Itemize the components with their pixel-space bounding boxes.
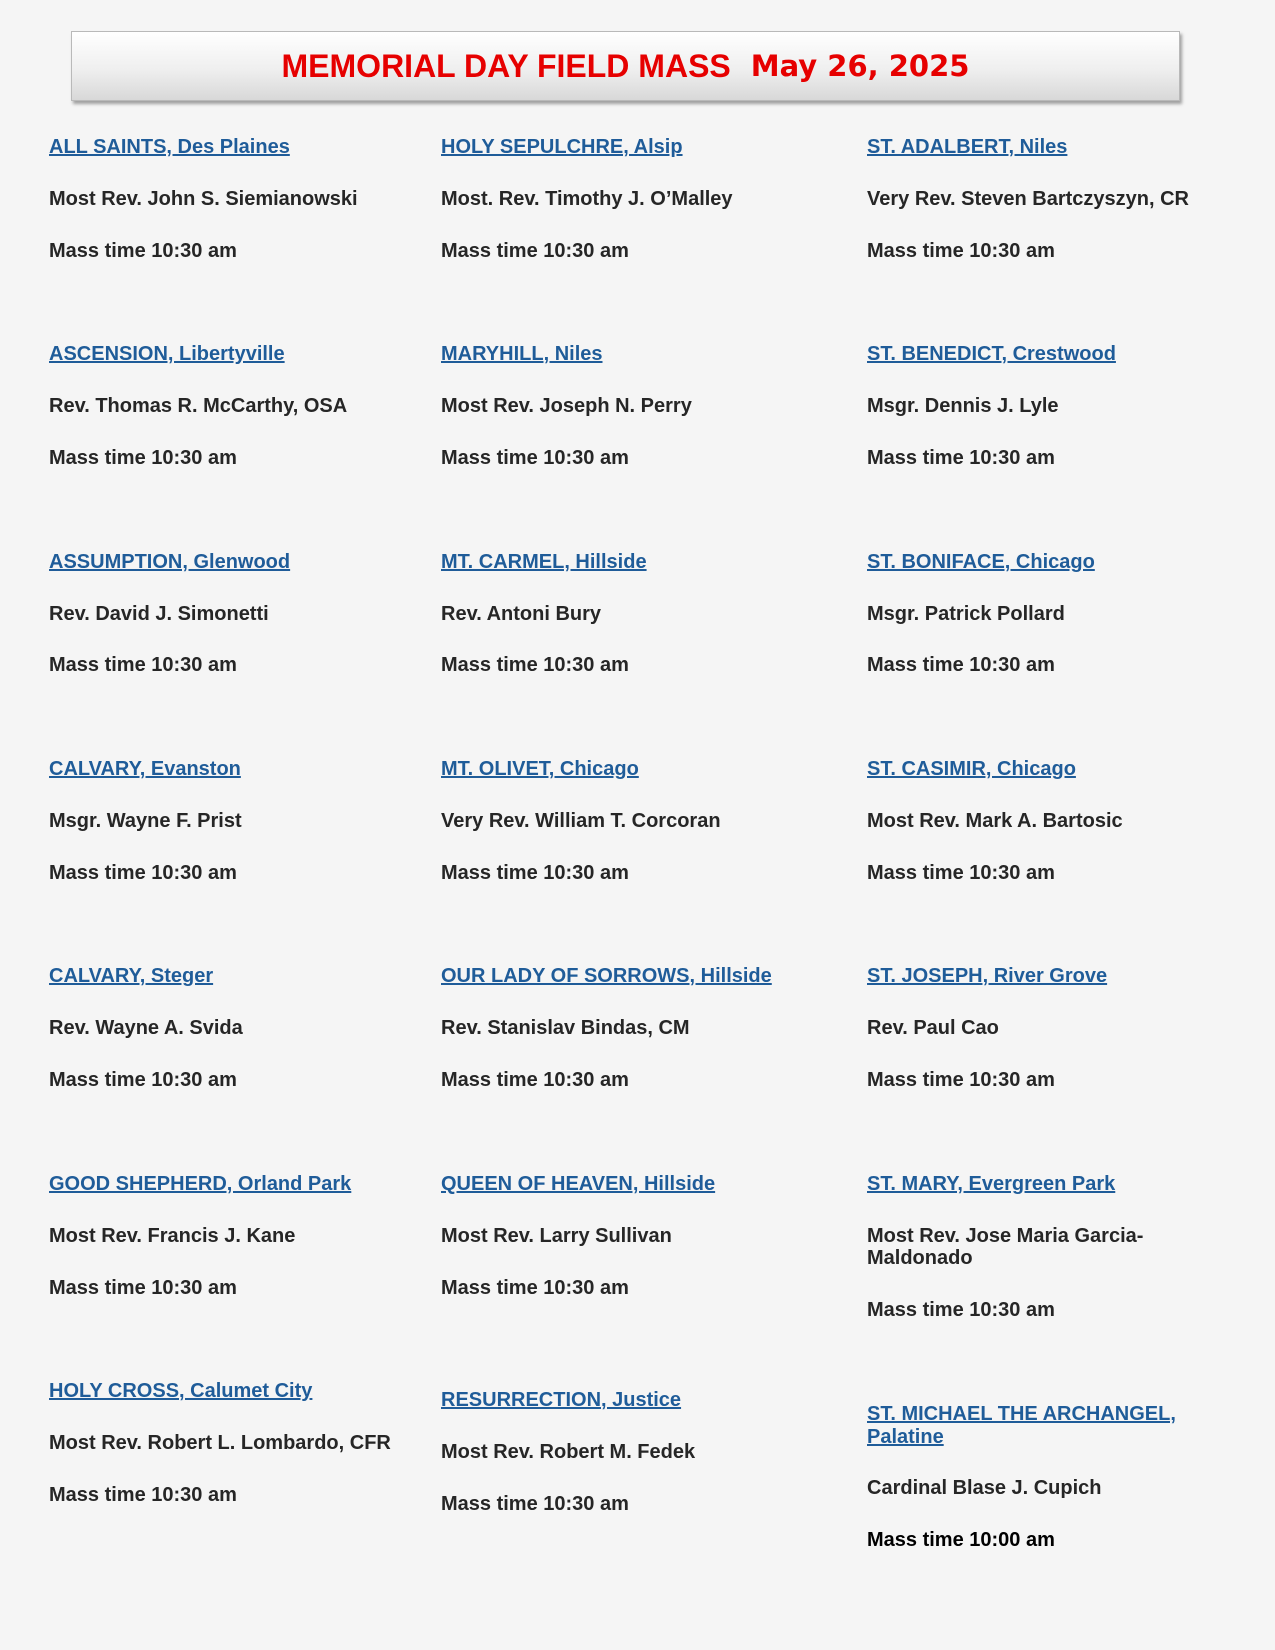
cemetery-entry (867, 551, 1227, 676)
celebrant: Msgr. Dennis J. Lyle (867, 395, 1059, 417)
cemetery-link[interactable]: ST. BENEDICT, Crestwood (867, 343, 1116, 365)
celebrant: Rev. Paul Cao (867, 1017, 999, 1039)
cemetery-entry (49, 1173, 419, 1299)
cemetery-entry (441, 965, 851, 1091)
cemetery-link[interactable]: HOLY SEPULCHRE, Alsip (441, 136, 683, 158)
cemetery-entry (49, 758, 419, 884)
cemetery-link[interactable]: ST. MICHAEL THE ARCHANGEL, Palatine (867, 1403, 1176, 1448)
cemetery-entry (441, 1389, 851, 1515)
celebrant: Rev. David J. Simonetti (49, 603, 269, 625)
mass-time: Mass time 10:30 am (867, 862, 1055, 884)
celebrant: Most Rev. Robert L. Lombardo, CFR (49, 1432, 391, 1454)
mass-time: Mass time 10:30 am (441, 240, 629, 262)
cemetery-entry (867, 965, 1227, 1091)
cemetery-entry (867, 1403, 1202, 1551)
celebrant: Rev. Wayne A. Svida (49, 1017, 243, 1039)
mass-time: Mass time 10:30 am (441, 1277, 629, 1299)
cemetery-entry (49, 1380, 419, 1506)
celebrant: Most. Rev. Timothy J. O’Malley (441, 188, 733, 210)
cemetery-entry (867, 1173, 1167, 1321)
cemetery-link[interactable]: ASCENSION, Libertyville (49, 343, 285, 365)
celebrant: Rev. Thomas R. McCarthy, OSA (49, 395, 348, 417)
cemetery-entry (867, 758, 1227, 884)
cemetery-entry (49, 551, 419, 676)
cemetery-entry (867, 136, 1227, 262)
mass-time: Mass time 10:30 am (49, 1277, 237, 1299)
cemetery-link[interactable]: CALVARY, Steger (49, 965, 214, 987)
mass-time: Mass time 10:30 am (49, 654, 237, 676)
mass-time: Mass time 10:30 am (441, 862, 629, 884)
celebrant: Rev. Stanislav Bindas, CM (441, 1017, 690, 1039)
cemetery-entry (49, 343, 419, 469)
cemetery-entry (441, 343, 851, 469)
cemetery-link[interactable]: RESURRECTION, Justice (441, 1389, 682, 1411)
celebrant: Most Rev. Larry Sullivan (441, 1225, 672, 1247)
celebrant: Most Rev. Francis J. Kane (49, 1225, 296, 1247)
cemetery-link[interactable]: ST. ADALBERT, Niles (867, 136, 1068, 158)
cemetery-link[interactable]: ALL SAINTS, Des Plaines (49, 136, 290, 158)
celebrant: Most Rev. Jose Maria Garcia-Maldonado (867, 1225, 1144, 1269)
mass-time: Mass time 10:30 am (867, 240, 1055, 262)
cemetery-link[interactable]: ST. MARY, Evergreen Park (867, 1173, 1116, 1195)
cemetery-link[interactable]: MT. OLIVET, Chicago (441, 758, 639, 780)
cemetery-link[interactable]: ST. BONIFACE, Chicago (867, 551, 1095, 573)
celebrant: Most Rev. Mark A. Bartosic (867, 810, 1123, 832)
cemetery-link[interactable]: CALVARY, Evanston (49, 758, 241, 780)
mass-time: Mass time 10:30 am (867, 654, 1055, 676)
cemetery-link[interactable]: MT. CARMEL, Hillside (441, 551, 647, 573)
cemetery-entry (49, 965, 419, 1091)
cemetery-link[interactable]: MARYHILL, Niles (441, 343, 603, 365)
celebrant: Rev. Antoni Bury (441, 603, 602, 625)
cemetery-link[interactable]: QUEEN OF HEAVEN, Hillside (441, 1173, 716, 1195)
celebrant: Msgr. Patrick Pollard (867, 603, 1065, 625)
event-date: May 26, 2025 (750, 49, 970, 83)
celebrant: Msgr. Wayne F. Prist (49, 810, 242, 832)
mass-time: Mass time 10:30 am (867, 447, 1055, 469)
mass-time: Mass time 10:30 am (867, 1069, 1055, 1091)
mass-time: Mass time 10:30 am (441, 654, 629, 676)
mass-time: Mass time 10:30 am (49, 1069, 237, 1091)
celebrant: Cardinal Blase J. Cupich (867, 1477, 1102, 1499)
celebrant: Most Rev. Joseph N. Perry (441, 395, 692, 417)
cemetery-entry (867, 343, 1227, 469)
mass-time: Mass time 10:30 am (867, 1299, 1055, 1321)
cemetery-link[interactable]: ASSUMPTION, Glenwood (49, 551, 291, 573)
cemetery-entry (49, 136, 419, 262)
mass-time: Mass time 10:30 am (441, 1493, 629, 1515)
cemetery-entry (441, 551, 851, 676)
celebrant: Very Rev. Steven Bartczyszyn, CR (867, 188, 1190, 210)
mass-time: Mass time 10:00 am (867, 1529, 1055, 1551)
celebrant: Very Rev. William T. Corcoran (441, 810, 721, 832)
mass-time: Mass time 10:30 am (49, 240, 237, 262)
mass-time: Mass time 10:30 am (49, 862, 237, 884)
mass-time: Mass time 10:30 am (49, 447, 237, 469)
celebrant: Most Rev. Robert M. Fedek (441, 1441, 696, 1463)
celebrant: Most Rev. John S. Siemianowski (49, 188, 358, 210)
cemetery-link[interactable]: OUR LADY OF SORROWS, Hillside (441, 965, 772, 987)
cemetery-link[interactable]: HOLY CROSS, Calumet City (49, 1380, 313, 1402)
page-title: MEMORIAL DAY FIELD MASS (281, 47, 731, 84)
mass-time: Mass time 10:30 am (49, 1484, 237, 1506)
mass-time: Mass time 10:30 am (441, 447, 629, 469)
cemetery-entry (441, 1173, 851, 1299)
cemetery-entry (441, 136, 851, 262)
mass-time: Mass time 10:30 am (441, 1069, 629, 1091)
cemetery-entry (441, 758, 851, 884)
title-banner (71, 31, 1180, 101)
cemetery-link[interactable]: ST. CASIMIR, Chicago (867, 758, 1076, 780)
cemetery-link[interactable]: ST. JOSEPH, River Grove (867, 965, 1108, 987)
cemetery-link[interactable]: GOOD SHEPHERD, Orland Park (49, 1173, 352, 1195)
